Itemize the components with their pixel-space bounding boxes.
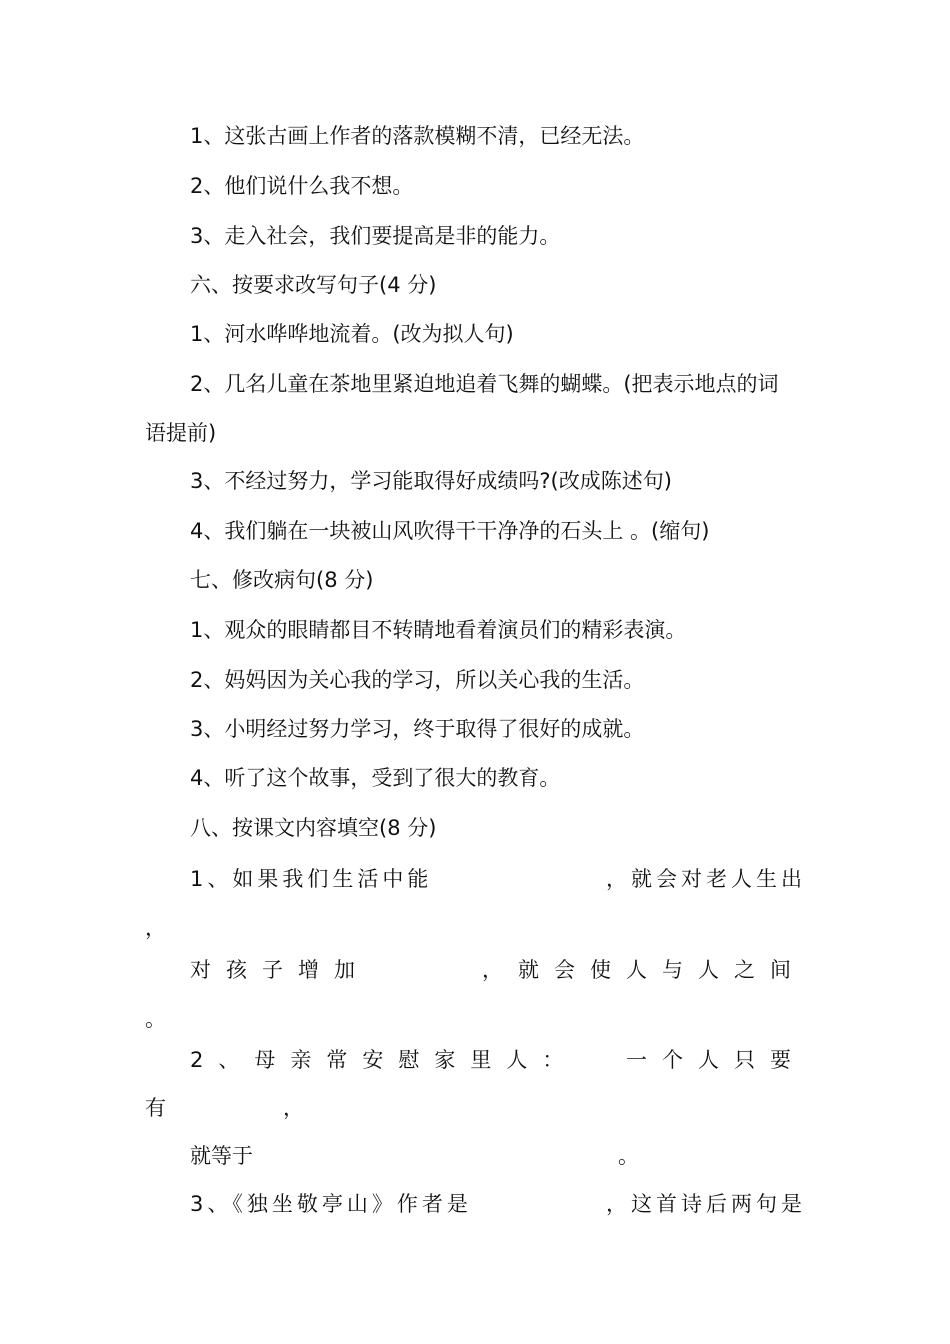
section-heading-7: 七、修改病句(8 分): [190, 568, 374, 592]
correction-item-2: 2、妈妈因为关心我的学习，所以关心我的生活。: [190, 668, 645, 692]
rewrite-item-2: 2、几名儿童在茶地里紧迫地追着飞舞的蝴蝶。(把表示地点的词: [190, 372, 779, 396]
blank-fill-item-1: 1、这张古画上作者的落款模糊不清，已经无法。: [190, 124, 645, 148]
correction-item-4: 4、听了这个故事，受到了很大的教育。: [190, 766, 561, 790]
fill-item-2b-left: 就等于: [190, 1144, 253, 1168]
fill-item-1b-wrap: 。: [145, 1007, 166, 1031]
rewrite-item-3: 3、不经过努力，学习能取得好成绩吗?(改成陈述句): [190, 469, 672, 493]
fill-item-2-right: 一个人只要: [626, 1048, 806, 1072]
rewrite-item-1: 1、河水哗哗地流着。(改为拟人句): [190, 322, 514, 346]
rewrite-item-2-continued: 语提前): [145, 421, 217, 445]
fill-item-3-left: 3、《独坐敬亭山》作者是: [190, 1192, 472, 1216]
section-heading-6: 六、按要求改写句子(4 分): [190, 273, 437, 297]
fill-item-1: [190, 865, 806, 893]
correction-item-1: 1、观众的眼睛都目不转睛地看着演员们的精彩表演。: [190, 618, 687, 642]
section-heading-8: 八、按课文内容填空(8 分): [190, 816, 437, 840]
blank-fill-item-2: 2、他们说什么我不想。: [190, 174, 414, 198]
fill-item-3: [190, 1190, 806, 1218]
fill-item-3-right: ，这首诗后两句是: [606, 1192, 806, 1216]
fill-item-2-wrap-a: 有: [145, 1096, 166, 1120]
fill-item-2-left: 2、母亲常安慰家里人：: [190, 1048, 579, 1072]
fill-item-1b-left: 对孩子增加: [190, 958, 370, 982]
fill-item-1-right: ，就会对老人生出: [606, 867, 806, 891]
fill-item-1-left: 1、如果我们生活中能: [190, 867, 433, 891]
fill-item-1-wrap: ，: [145, 916, 166, 940]
correction-item-3: 3、小明经过努力学习，终于取得了很好的成就。: [190, 717, 645, 741]
fill-item-2-wrap-b: ，: [283, 1096, 304, 1120]
rewrite-item-4: 4、我们躺在一块被山风吹得干干净净的石头上 。(缩句): [190, 519, 710, 543]
fill-item-2: [190, 1046, 806, 1074]
fill-item-1b: [190, 956, 806, 984]
fill-item-1b-right: ，就会使人与人之间: [482, 958, 806, 982]
blank-fill-item-3: 3、走入社会，我们要提高是非的能力。: [190, 224, 561, 248]
fill-item-2b-end: 。: [618, 1144, 639, 1168]
